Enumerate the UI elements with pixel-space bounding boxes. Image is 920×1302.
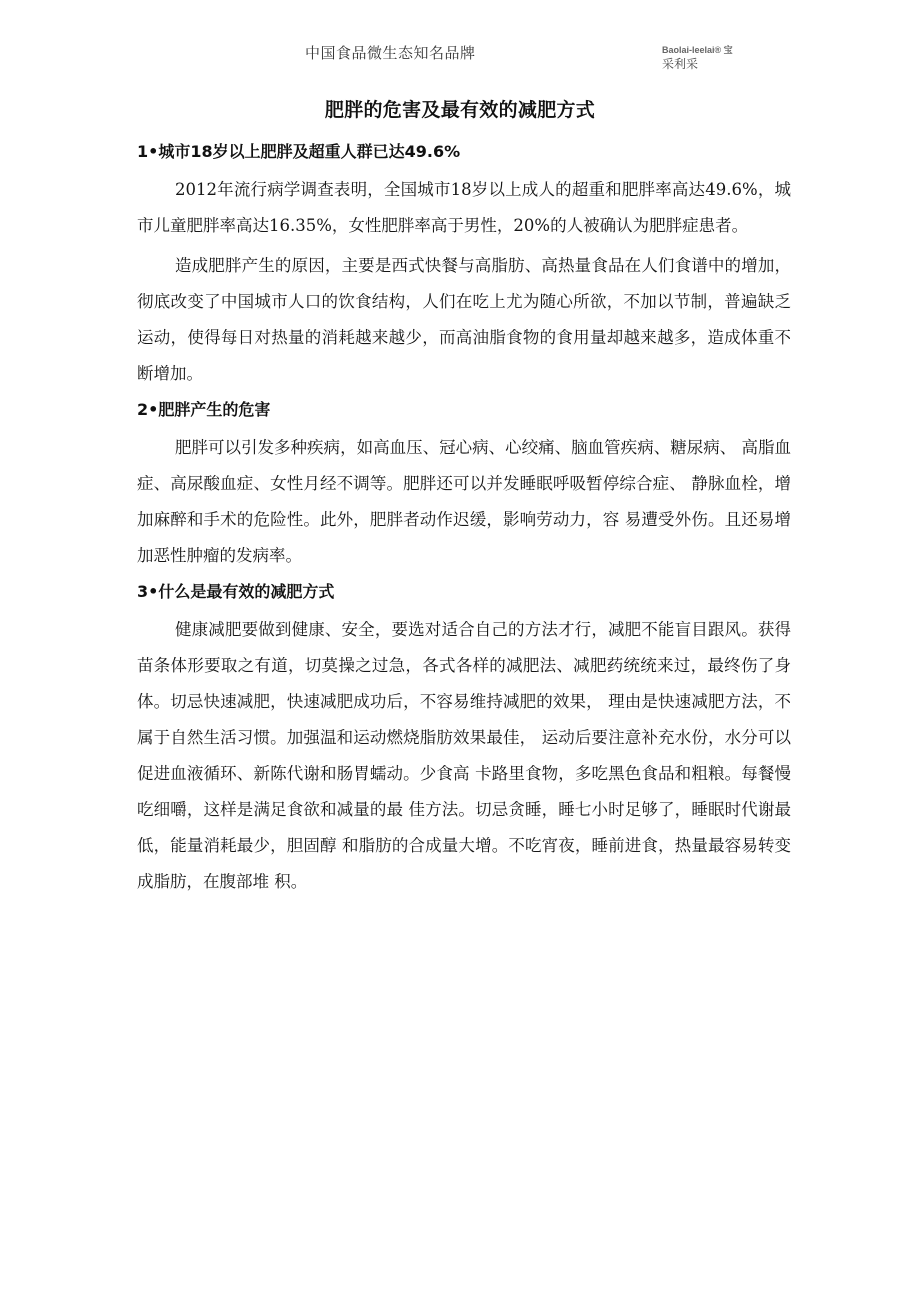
section-heading-1: 1•城市18岁以上肥胖及超重人群已达49.6% — [137, 142, 461, 161]
brand-logo — [662, 43, 733, 71]
brand-logo-cn: 采利采 — [662, 57, 699, 71]
document-title: 肥胖的危害及最有效的减肥方式 — [324, 99, 596, 121]
section-1-paragraph-2: 造成肥胖产生的原因，主要是西式快餐与高脂肪、高热量食品在人们食谱中的增加，彻底改变了中国城市人口的饮食结构，人们在吃上尤为随心所欲，不加以节制，普遍缺乏运动，使得每日对热量的消耗越来越少，而高油脂食物的食用量却越来越多，造成体重不断增加。 — [137, 256, 791, 383]
section-heading-3: 3•什么是最有效的减肥方式 — [137, 582, 335, 601]
document-body — [137, 138, 791, 904]
section-1-paragraph-1: 2012年流行病学调查表明，全国城市18岁以上成人的超重和肥胖率高达49.6%，城市儿童肥胖率高达16.35%，女性肥胖率高于男性，20%的人被确认为肥胖症患者。 — [137, 180, 791, 235]
section-3-paragraph-1: 健康减肥要做到健康、安全，要选对适合自己的方法才行，减肥不能盲目跟风。获得苗条体形要取之有道，切莫操之过急，各式各样的减肥法、减肥药统统来过，最终伤了身体。切忌快速减肥，快速减肥成功后，不容易维持减肥的效果， 理由是快速减肥方法，不属于自然生活习惯。加强温和运动燃烧脂肪效果最佳， 运动后要注意补充水份，水分可以促进血液循环、新陈代谢和肠胃蠕动。少食高 卡路里食物，多吃黑色食品和粗粮。每餐慢吃细嚼，这样是满足食欲和减量的最 佳方法。切忌贪睡，睡七小时足够了，睡眠时代谢最低，能量消耗最少，胆固醇 和脂肪的合成量大增。不吃宵夜，睡前进食，热量最容易转变成脂肪，在腹部堆 积。 — [137, 620, 791, 891]
section-heading-2: 2•肥胖产生的危害 — [137, 400, 271, 419]
brand-logo-latin: Baolai-leelai® 宝 — [662, 45, 733, 55]
section-2-paragraph-1: 肥胖可以引发多种疾病，如高血压、冠心病、心绞痛、脑血管疾病、糖尿病、 高脂血症、高尿酸血症、女性月经不调等。肥胖还可以并发睡眠呼吸暂停综合症、 静脉血栓，增加麻醉和手术的危险性。此外，肥胖者动作迟缓，影响劳动力，容 易遭受外伤。且还易增加恶性肿瘤的发病率。 — [137, 438, 791, 565]
header-brand-text: 中国食品微生态知名品牌 — [305, 44, 476, 62]
